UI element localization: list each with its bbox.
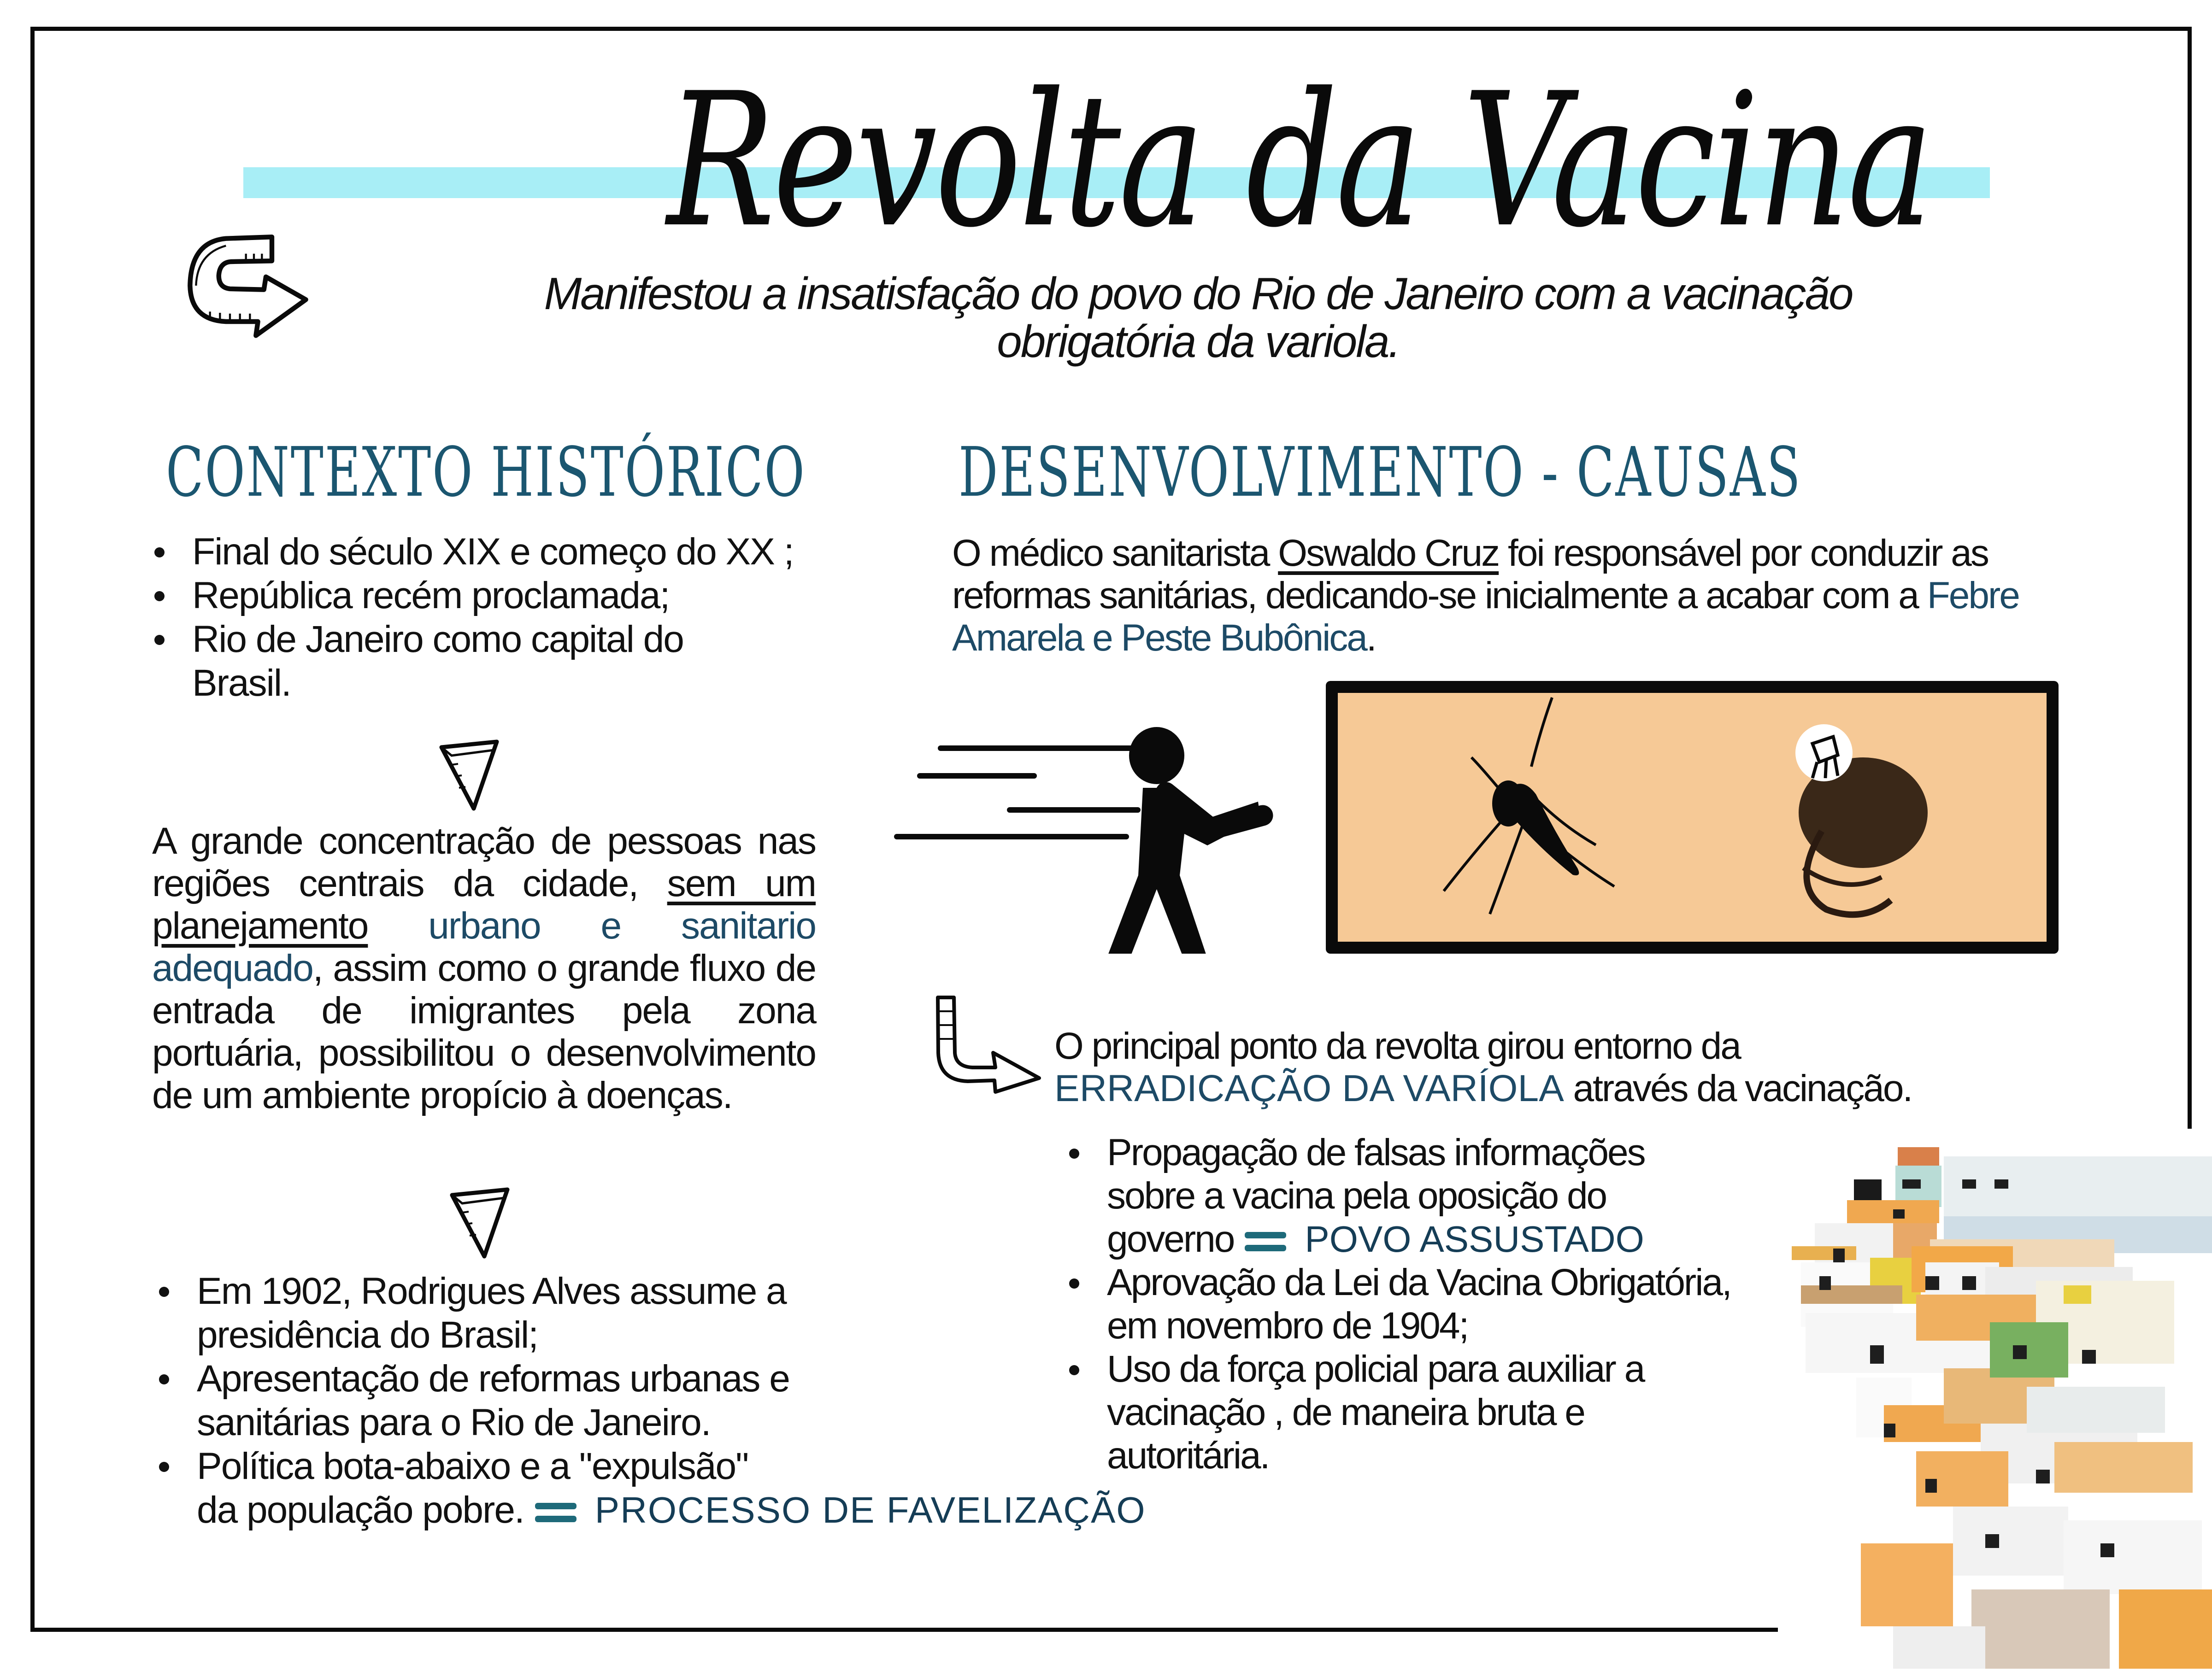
heading-contexto-historico: CONTEXTO HISTÓRICO [166, 433, 806, 512]
accent-text: Febre Amarela e Peste Bubônica [952, 575, 2019, 659]
subtitle [323, 270, 2074, 365]
bullet-text: da população pobre. [197, 1489, 524, 1531]
paragraph-text: , assim como o grande fluxo de entrada de imigrantes pela zona portuária, possibilitou o desenvolvimento de um ambiente propício à doenças. [152, 947, 816, 1116]
equals-icon [1245, 1232, 1286, 1251]
contexto-bullets-2 [159, 1269, 1146, 1532]
heading-desenvolvimento-causas: DESENVOLVIMENTO - CAUSAS [959, 433, 1802, 512]
accent-text: urbano e sanitario adequado [152, 905, 816, 989]
subtitle-line-1: Manifestou a insatisfação do povo do Rio de Janeiro com a vacinação [544, 268, 1853, 319]
intro-text: O médico sanitarista [952, 532, 1278, 574]
contexto-bullets [154, 530, 809, 705]
illustration [885, 673, 2065, 958]
stick-figure-icon [1074, 723, 1332, 954]
causas-bullets [1069, 1131, 1760, 1478]
disease-vectors-board [1326, 681, 2059, 954]
focus-text: O principal ponto da revolta girou entorno da [1054, 1025, 1740, 1067]
accent-text: ERRADICAÇÃO DA VARÍOLA [1054, 1067, 1564, 1109]
paragraph-text: A grande concentração de pessoas nas regiões centrais da cidade, [152, 820, 816, 904]
list-item: Rio de Janeiro como capital do Brasil. [154, 617, 708, 705]
subtitle-line-2: obrigatória da variola. [997, 316, 1400, 367]
favela-image [1778, 1129, 2212, 1669]
speed-line [917, 773, 1037, 779]
page-title: Revolta da Vacina [667, 54, 1931, 268]
intro-text: foi responsável por conduzir as reformas sanitárias, dedicando-se inicialmente a acabar com a [952, 532, 1988, 616]
bullet-line [1107, 1218, 1760, 1261]
result-label: PROCESSO DE FAVELIZAÇÃO [594, 1489, 1146, 1530]
u-turn-arrow-icon [176, 226, 319, 346]
result-label: POVO ASSUSTADO [1305, 1219, 1644, 1260]
down-arrow-icon [448, 1185, 513, 1261]
intro-text: . [1366, 617, 1376, 659]
bullet-line [197, 1488, 1303, 1532]
bullet-line: sobre a vacina pela oposição do [1107, 1175, 1606, 1217]
focus-text: através da vacinação. [1564, 1067, 1912, 1109]
focus-line-2 [1054, 1067, 2022, 1110]
down-arrow-icon [438, 737, 502, 813]
underlined-name: Oswaldo Cruz [1278, 532, 1499, 574]
curved-down-right-arrow-icon [931, 993, 1046, 1094]
bullet-line: Política bota-abaixo e a "expulsão" [197, 1445, 748, 1487]
revolta-focus [1054, 1025, 2022, 1110]
list-item: Aprovação da Lei da Vacina Obrigatória, em novembro de 1904; [1069, 1261, 1743, 1348]
bullet-text: governo [1107, 1218, 1234, 1260]
equals-icon [535, 1503, 577, 1522]
mosquito-icon [1338, 693, 2047, 942]
list-item: Final do século XIX e começo do XX ; [154, 530, 809, 574]
bullet-line: Propagação de falsas informações [1107, 1132, 1645, 1173]
list-item [1069, 1131, 1760, 1261]
list-item: Apresentação de reformas urbanas e sanitárias para o Rio de Janeiro. [159, 1357, 850, 1444]
contexto-paragraph [152, 820, 816, 1117]
list-item: Uso da força policial para auxiliar a vacinação , de maneira bruta e autoritária. [1069, 1348, 1720, 1478]
desenvolvimento-intro [952, 532, 2095, 659]
underlined-text: sem um planejamento [152, 862, 816, 947]
list-item: Em 1902, Rodrigues Alves assume a presidência do Brasil; [159, 1269, 850, 1357]
list-item: República recém proclamada; [154, 574, 809, 617]
